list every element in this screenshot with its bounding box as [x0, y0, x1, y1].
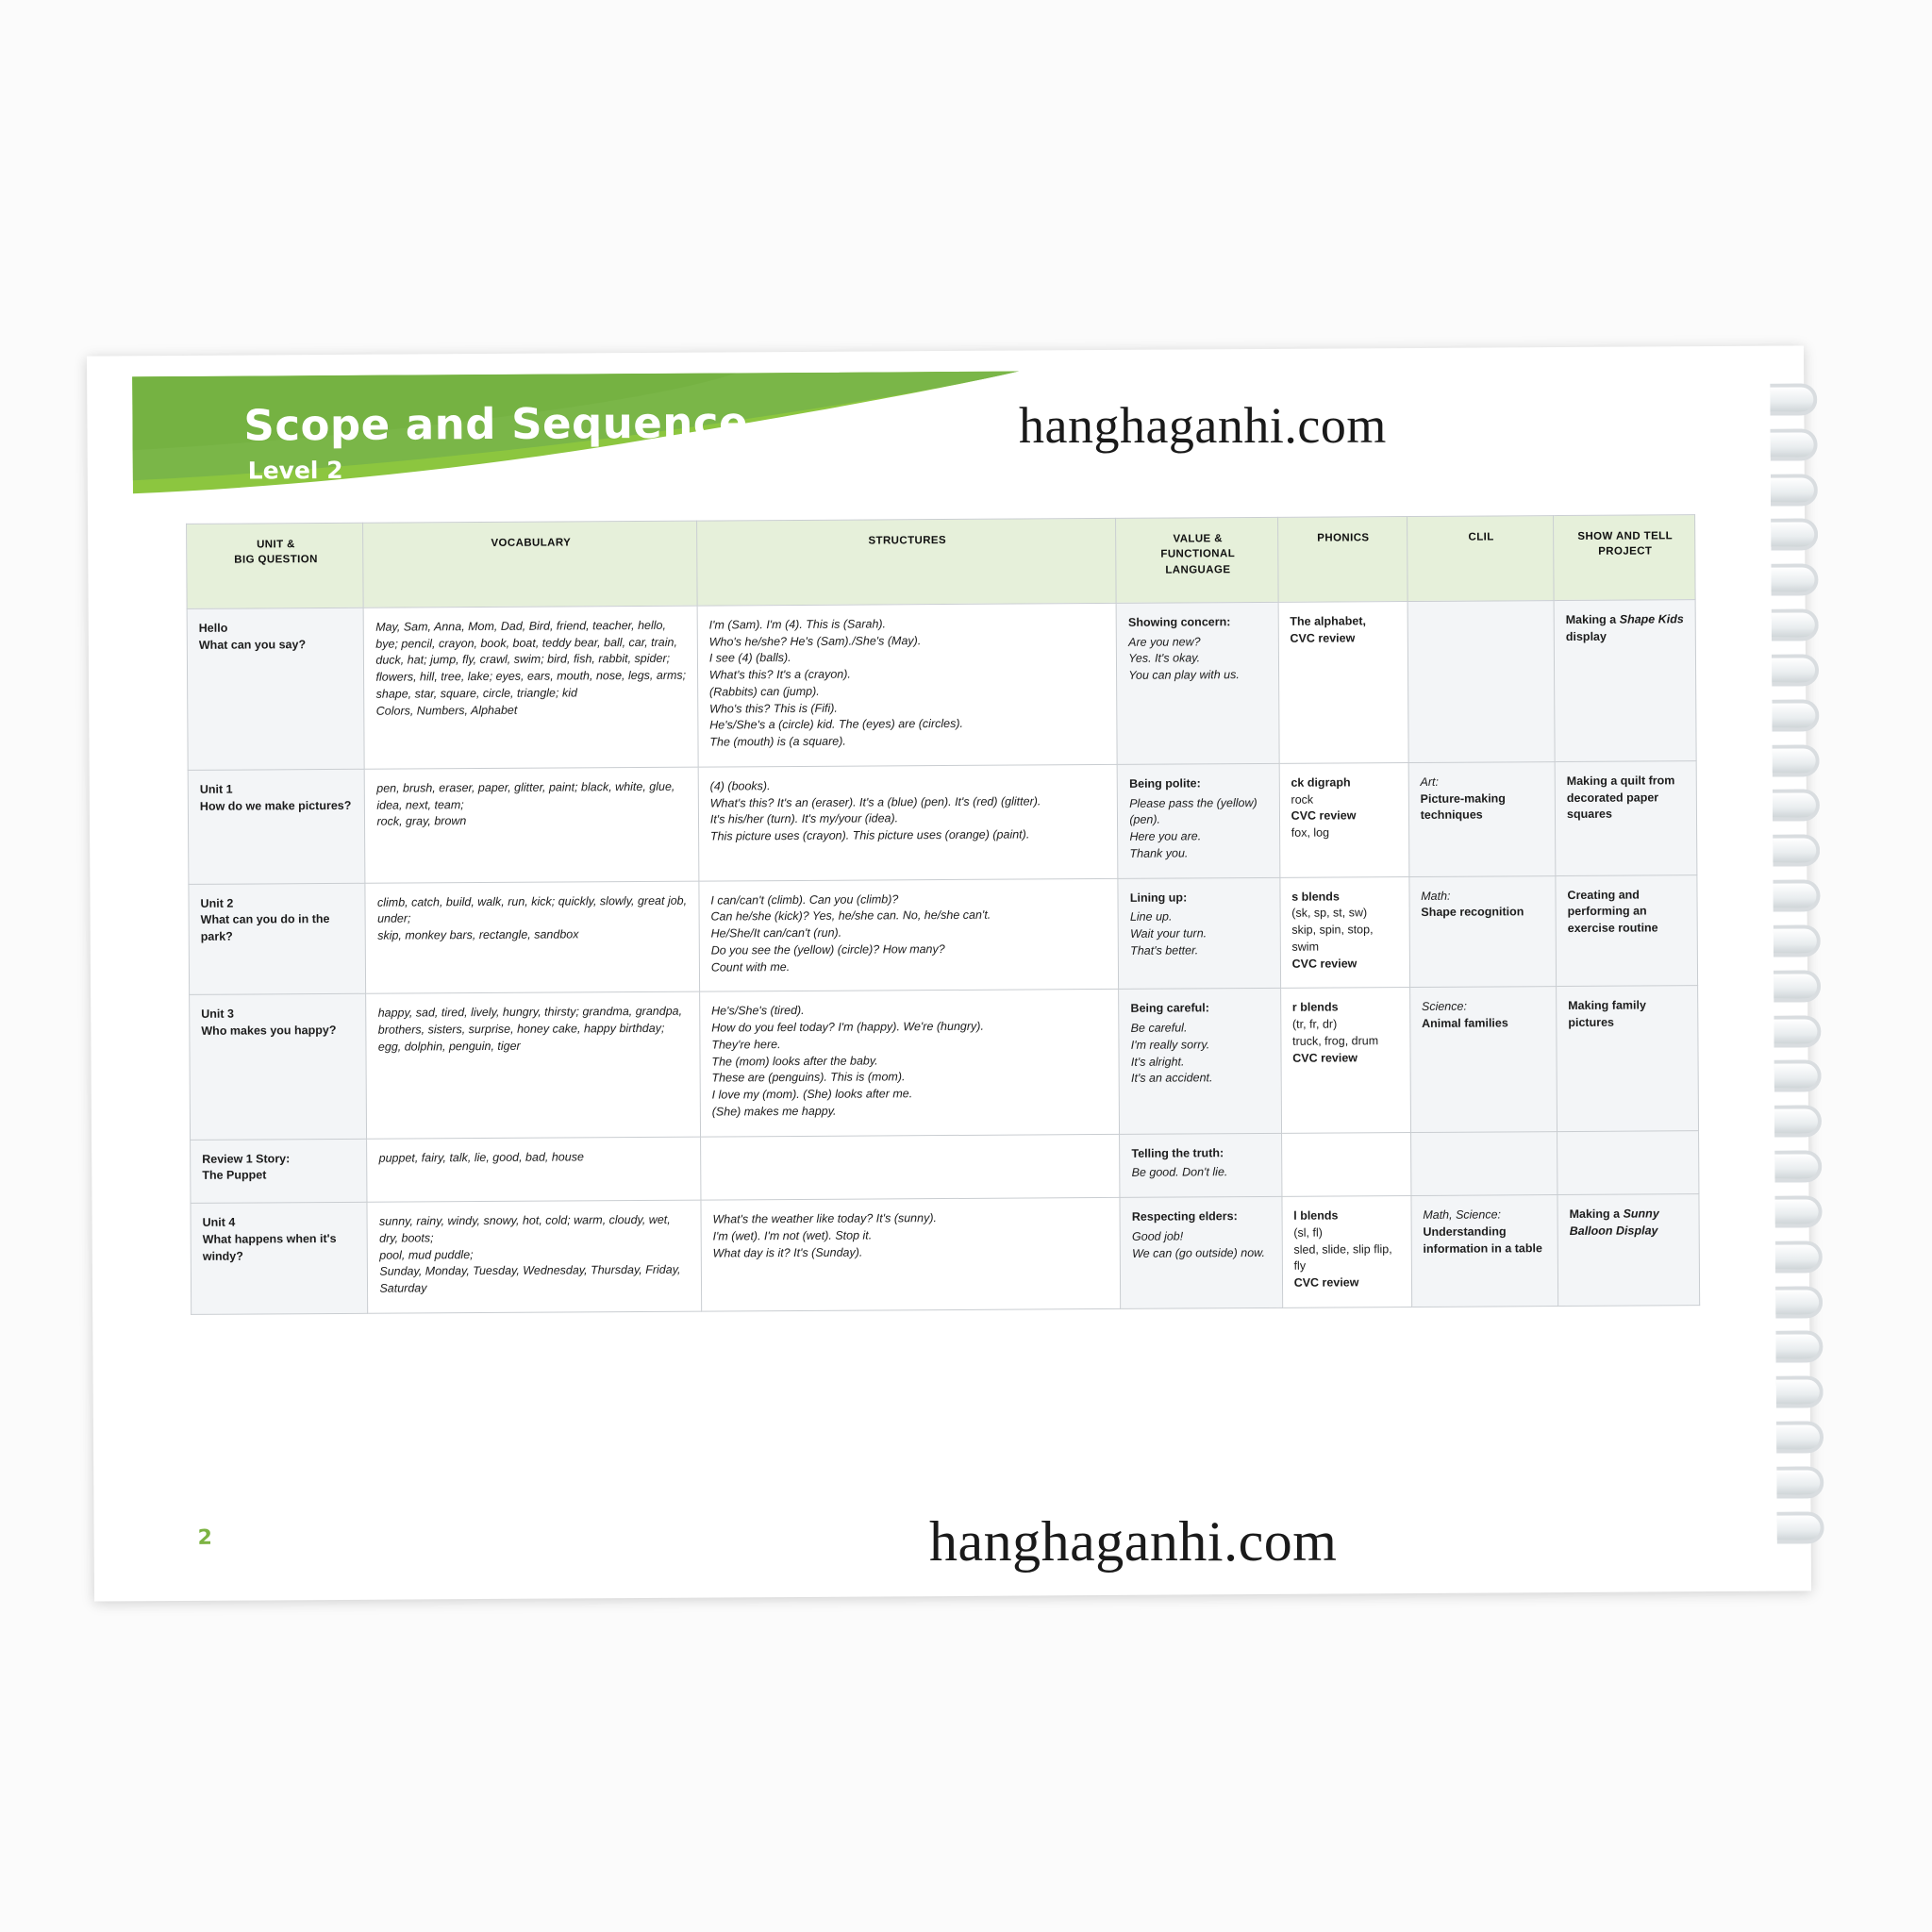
cell-value: Telling the truth: Be good. Don't lie. — [1120, 1133, 1282, 1198]
binding-ring — [1773, 835, 1820, 867]
table-body — [187, 600, 1700, 1315]
binding-ring — [1770, 383, 1817, 415]
cell-clil: Math: Shape recognition — [1409, 875, 1557, 988]
cell-unit: Review 1 Story: The Puppet — [191, 1139, 368, 1204]
cell-phonics: s blends (sk, sp, st, sw) skip, spin, stop, swim CVC review — [1280, 876, 1410, 989]
cell-phonics — [1281, 1132, 1410, 1196]
cell-vocabulary: May, Sam, Anna, Mom, Dad, Bird, friend, teacher, hello, bye; pencil, crayon, book, boat, teddy bear, ball, car, train, duck, hat; jump, fly, crawl, swim; bird, fish, rabbit, spider; flowers, hill, tree, lake; eyes, ears, mouth, nose, legs, arms; shape, star, square, circle, triangle; kid Colors, Numbers, Alphabet — [364, 606, 698, 769]
cell-vocabulary: puppet, fairy, talk, lie, good, bad, house — [367, 1137, 701, 1203]
cell-unit: Unit 2 What can you do in the park? — [189, 883, 366, 995]
cell-vocabulary: pen, brush, eraser, paper, glitter, paint; black, white, glue, idea, next, team; rock, gray, brown — [365, 767, 699, 883]
cell-value: Lining up: Line up. Wait your turn. That's better. — [1118, 877, 1280, 990]
watermark-bottom: hanghaganhi.com — [929, 1510, 1338, 1573]
binding-ring — [1774, 970, 1821, 1002]
cell-structures: I can/can't (climb). Can you (climb)? Can he/she (kick)? Yes, he/she can. No, he/she can't. He/She/It can/can't (run). Do you see the (yellow) (circle)? How many? Count with me. — [699, 878, 1119, 991]
cell-phonics: ck digraph rock CVC review fox, log — [1279, 763, 1409, 878]
column-header-unit: UNIT & BIG QUESTION — [187, 523, 364, 608]
cell-phonics: The alphabet, CVC review — [1278, 602, 1408, 764]
binding-ring — [1773, 744, 1820, 776]
cell-value: Showing concern: Are you new? Yes. It's okay. You can play with us. — [1116, 602, 1278, 764]
cell-vocabulary: sunny, rainy, windy, snowy, hot, cold; warm, cloudy, wet, dry, boots; pool, mud puddle; Sunday, Monday, Tuesday, Wednesday, Thursday, Friday, Saturday — [367, 1200, 701, 1313]
cell-clil: Art: Picture-making techniques — [1408, 762, 1556, 877]
binding-ring — [1773, 790, 1820, 822]
cell-unit: Hello What can you say? — [187, 608, 364, 770]
cell-phonics: l blends (sl, fl) sled, slide, slip flip, fly CVC review — [1282, 1196, 1412, 1308]
column-header-vocabulary: VOCABULARY — [363, 521, 697, 608]
table-header-row — [187, 515, 1696, 609]
cell-clil: Science: Animal families — [1409, 987, 1557, 1132]
table-row — [189, 874, 1698, 995]
cell-structures: He's/She's (tired). How do you feel today? I'm (happy). We're (hungry). They're here. The (mom) looks after the baby. These are (penguins). This is (mom). I love my (mom). (She) looks after me. (She) makes me happy. — [699, 990, 1119, 1137]
cell-vocabulary: happy, sad, tired, lively, hungry, thirsty; grandma, grandpa, brothers, sisters, surprise, honey cake, happy birthday; egg, dolphin, penguin, tiger — [366, 992, 700, 1139]
binding-ring — [1772, 609, 1819, 641]
binding-ring — [1775, 1241, 1823, 1273]
binding-ring — [1776, 1466, 1824, 1498]
cell-clil: Math, Science: Understanding information in a table — [1411, 1195, 1558, 1307]
cell-structures: I'm (Sam). I'm (4). This is (Sarah). Who's he/she? He's (Sam)./She's (May). I see (4) (balls). What's this? It's a (crayon). (Rabbits) can (jump). Who's this? This is (Fifi). He's/She's a (circle) kid. The (eyes) are (circles). The (mouth) is (a square). — [697, 603, 1117, 767]
cell-show-and-tell: Creating and performing an exercise routine — [1556, 874, 1698, 987]
cell-clil — [1407, 601, 1555, 763]
binding-ring — [1772, 654, 1819, 686]
binding-ring — [1777, 1511, 1824, 1543]
cell-show-and-tell: Making a Sunny Balloon Display — [1557, 1194, 1700, 1307]
cell-structures: What's the weather like today? It's (sunny). I'm (wet). I'm not (wet). Stop it. What day is it? It's (Sunday). — [701, 1198, 1121, 1311]
cell-unit: Unit 1 How do we make pictures? — [188, 769, 365, 884]
binding-ring — [1775, 1286, 1823, 1318]
binding-ring — [1772, 699, 1819, 731]
cell-unit: Unit 3 Who makes you happy? — [190, 994, 367, 1140]
cell-structures: (4) (books). What's this? It's an (eraser). It's a (blue) (pen). It's (red) (glitter). It's his/her (turn). It's my/your (idea). This picture uses (crayon). This picture uses (orange) (paint). — [698, 764, 1118, 880]
cell-show-and-tell: Making a Shape Kids display — [1554, 600, 1696, 762]
cell-show-and-tell: Making family pictures — [1557, 986, 1699, 1131]
cell-phonics: r blends (tr, fr, dr) truck, frog, drum CVC review — [1280, 988, 1410, 1133]
binding-ring — [1774, 1060, 1822, 1092]
column-header-clil: CLIL — [1407, 516, 1554, 602]
binding-ring — [1771, 564, 1818, 596]
table-row — [191, 1130, 1699, 1203]
spiral-binding — [1764, 355, 1828, 1572]
binding-ring — [1774, 1150, 1822, 1182]
binding-ring — [1774, 1195, 1822, 1227]
binding-ring — [1773, 879, 1820, 911]
column-header-value: VALUE & FUNCTIONAL LANGUAGE — [1116, 517, 1278, 603]
cell-unit: Unit 4 What happens when it's windy? — [191, 1203, 368, 1315]
binding-ring — [1774, 1015, 1821, 1047]
binding-ring — [1770, 428, 1817, 460]
watermark-top: hanghaganhi.com — [1019, 397, 1387, 454]
binding-ring — [1776, 1376, 1824, 1408]
book-page — [87, 345, 1811, 1601]
page-subtitle: Level 2 — [247, 456, 343, 485]
scope-and-sequence-table — [186, 514, 1700, 1315]
cell-clil — [1410, 1131, 1557, 1195]
binding-ring — [1776, 1421, 1824, 1453]
column-header-structures: STRUCTURES — [696, 518, 1116, 606]
cell-show-and-tell: Making a quilt from decorated paper squares — [1555, 761, 1697, 876]
cell-value: Being careful: Be careful. I'm really sorry. It's alright. It's an accident. — [1119, 989, 1281, 1134]
page-number: 2 — [197, 1525, 213, 1550]
binding-ring — [1771, 519, 1818, 551]
column-header-phonics: PHONICS — [1277, 517, 1407, 603]
cell-structures — [700, 1134, 1120, 1200]
table-row — [187, 600, 1696, 771]
binding-ring — [1774, 1106, 1822, 1138]
cell-vocabulary: climb, catch, build, walk, run, kick; quickly, slowly, great job, under; skip, monkey bars, rectangle, sandbox — [365, 881, 699, 994]
binding-ring — [1771, 474, 1818, 506]
cell-value: Being polite: Please pass the (yellow) (pen). Here you are. Thank you. — [1117, 763, 1279, 878]
cell-value: Respecting elders: Good job! We can (go outside) now. — [1120, 1197, 1282, 1309]
table-row — [188, 761, 1697, 885]
binding-ring — [1774, 924, 1821, 957]
page-banner — [132, 372, 1020, 509]
table-row — [191, 1194, 1700, 1315]
page-title: Scope and Sequence — [243, 397, 749, 451]
cell-show-and-tell — [1557, 1130, 1699, 1194]
column-header-show-and-tell: SHOW AND TELL PROJECT — [1554, 515, 1696, 601]
table-row — [190, 986, 1699, 1140]
binding-ring — [1775, 1331, 1823, 1363]
